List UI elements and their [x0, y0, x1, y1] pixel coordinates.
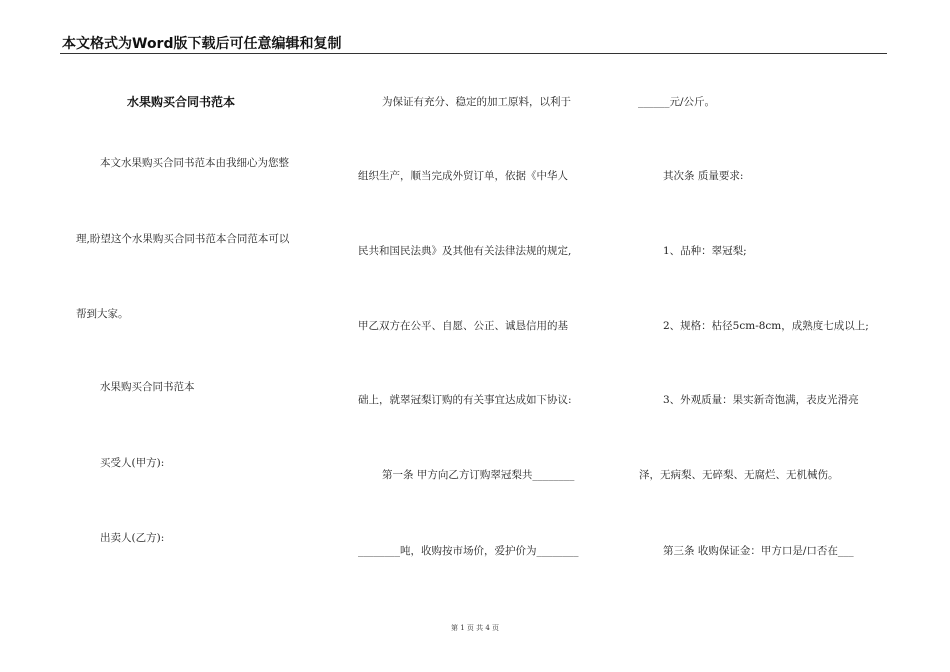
- col2-line-7: ________吨，收购按市场价，爱护价为________: [358, 545, 579, 557]
- col1-line-6: 出卖人(乙方):: [100, 532, 165, 544]
- col1-line-2: 理,盼望这个水果购买合同书范本合同范本可以: [76, 233, 290, 245]
- col3-line-2: 其次条 质量要求:: [663, 170, 744, 182]
- col3-line-5: 3、外观质量：果实新奇饱满，表皮光滑亮: [663, 394, 859, 406]
- col2-line-4: 甲乙双方在公平、自愿、公正、诚恳信用的基: [358, 320, 568, 332]
- col3-line-6: 泽，无病梨、无碎梨、无腐烂、无机械伤。: [639, 469, 839, 481]
- document-header-title: 本文格式为Word版下载后可任意编辑和复制: [62, 36, 342, 52]
- col2-line-2: 组织生产，顺当完成外贸订单，依据《中华人: [358, 170, 568, 182]
- col1-line-1: 本文水果购买合同书范本由我细心为您整: [100, 157, 289, 169]
- col1-line-5: 买受人(甲方):: [100, 457, 165, 469]
- col2-line-3: 民共和国民法典》及其他有关法律法规的规定,: [358, 245, 572, 257]
- col2-line-5: 础上，就翠冠梨订购的有关事宜达成如下协议:: [358, 394, 572, 406]
- document-title: 水果购买合同书范本: [127, 95, 236, 109]
- header-divider: [60, 53, 887, 54]
- col3-line-7: 第三条 收购保证金：甲方口是/口否在___: [663, 545, 854, 557]
- col1-line-4: 水果购买合同书范本: [100, 381, 195, 393]
- col1-line-3: 帮到大家。: [76, 308, 129, 320]
- col3-line-4: 2、规格：枯径5cm-8cm，成熟度七成以上;: [663, 320, 869, 332]
- col3-line-1: ______元/公斤。: [638, 96, 716, 108]
- col2-line-1: 为保证有充分、稳定的加工原料，以利于: [382, 96, 571, 108]
- col3-line-3: 1、品种：翠冠梨;: [663, 245, 747, 257]
- page-footer: 第 1 页 共 4 页: [450, 624, 500, 632]
- col2-line-6: 第一条 甲方向乙方订购翠冠梨共________: [382, 469, 575, 481]
